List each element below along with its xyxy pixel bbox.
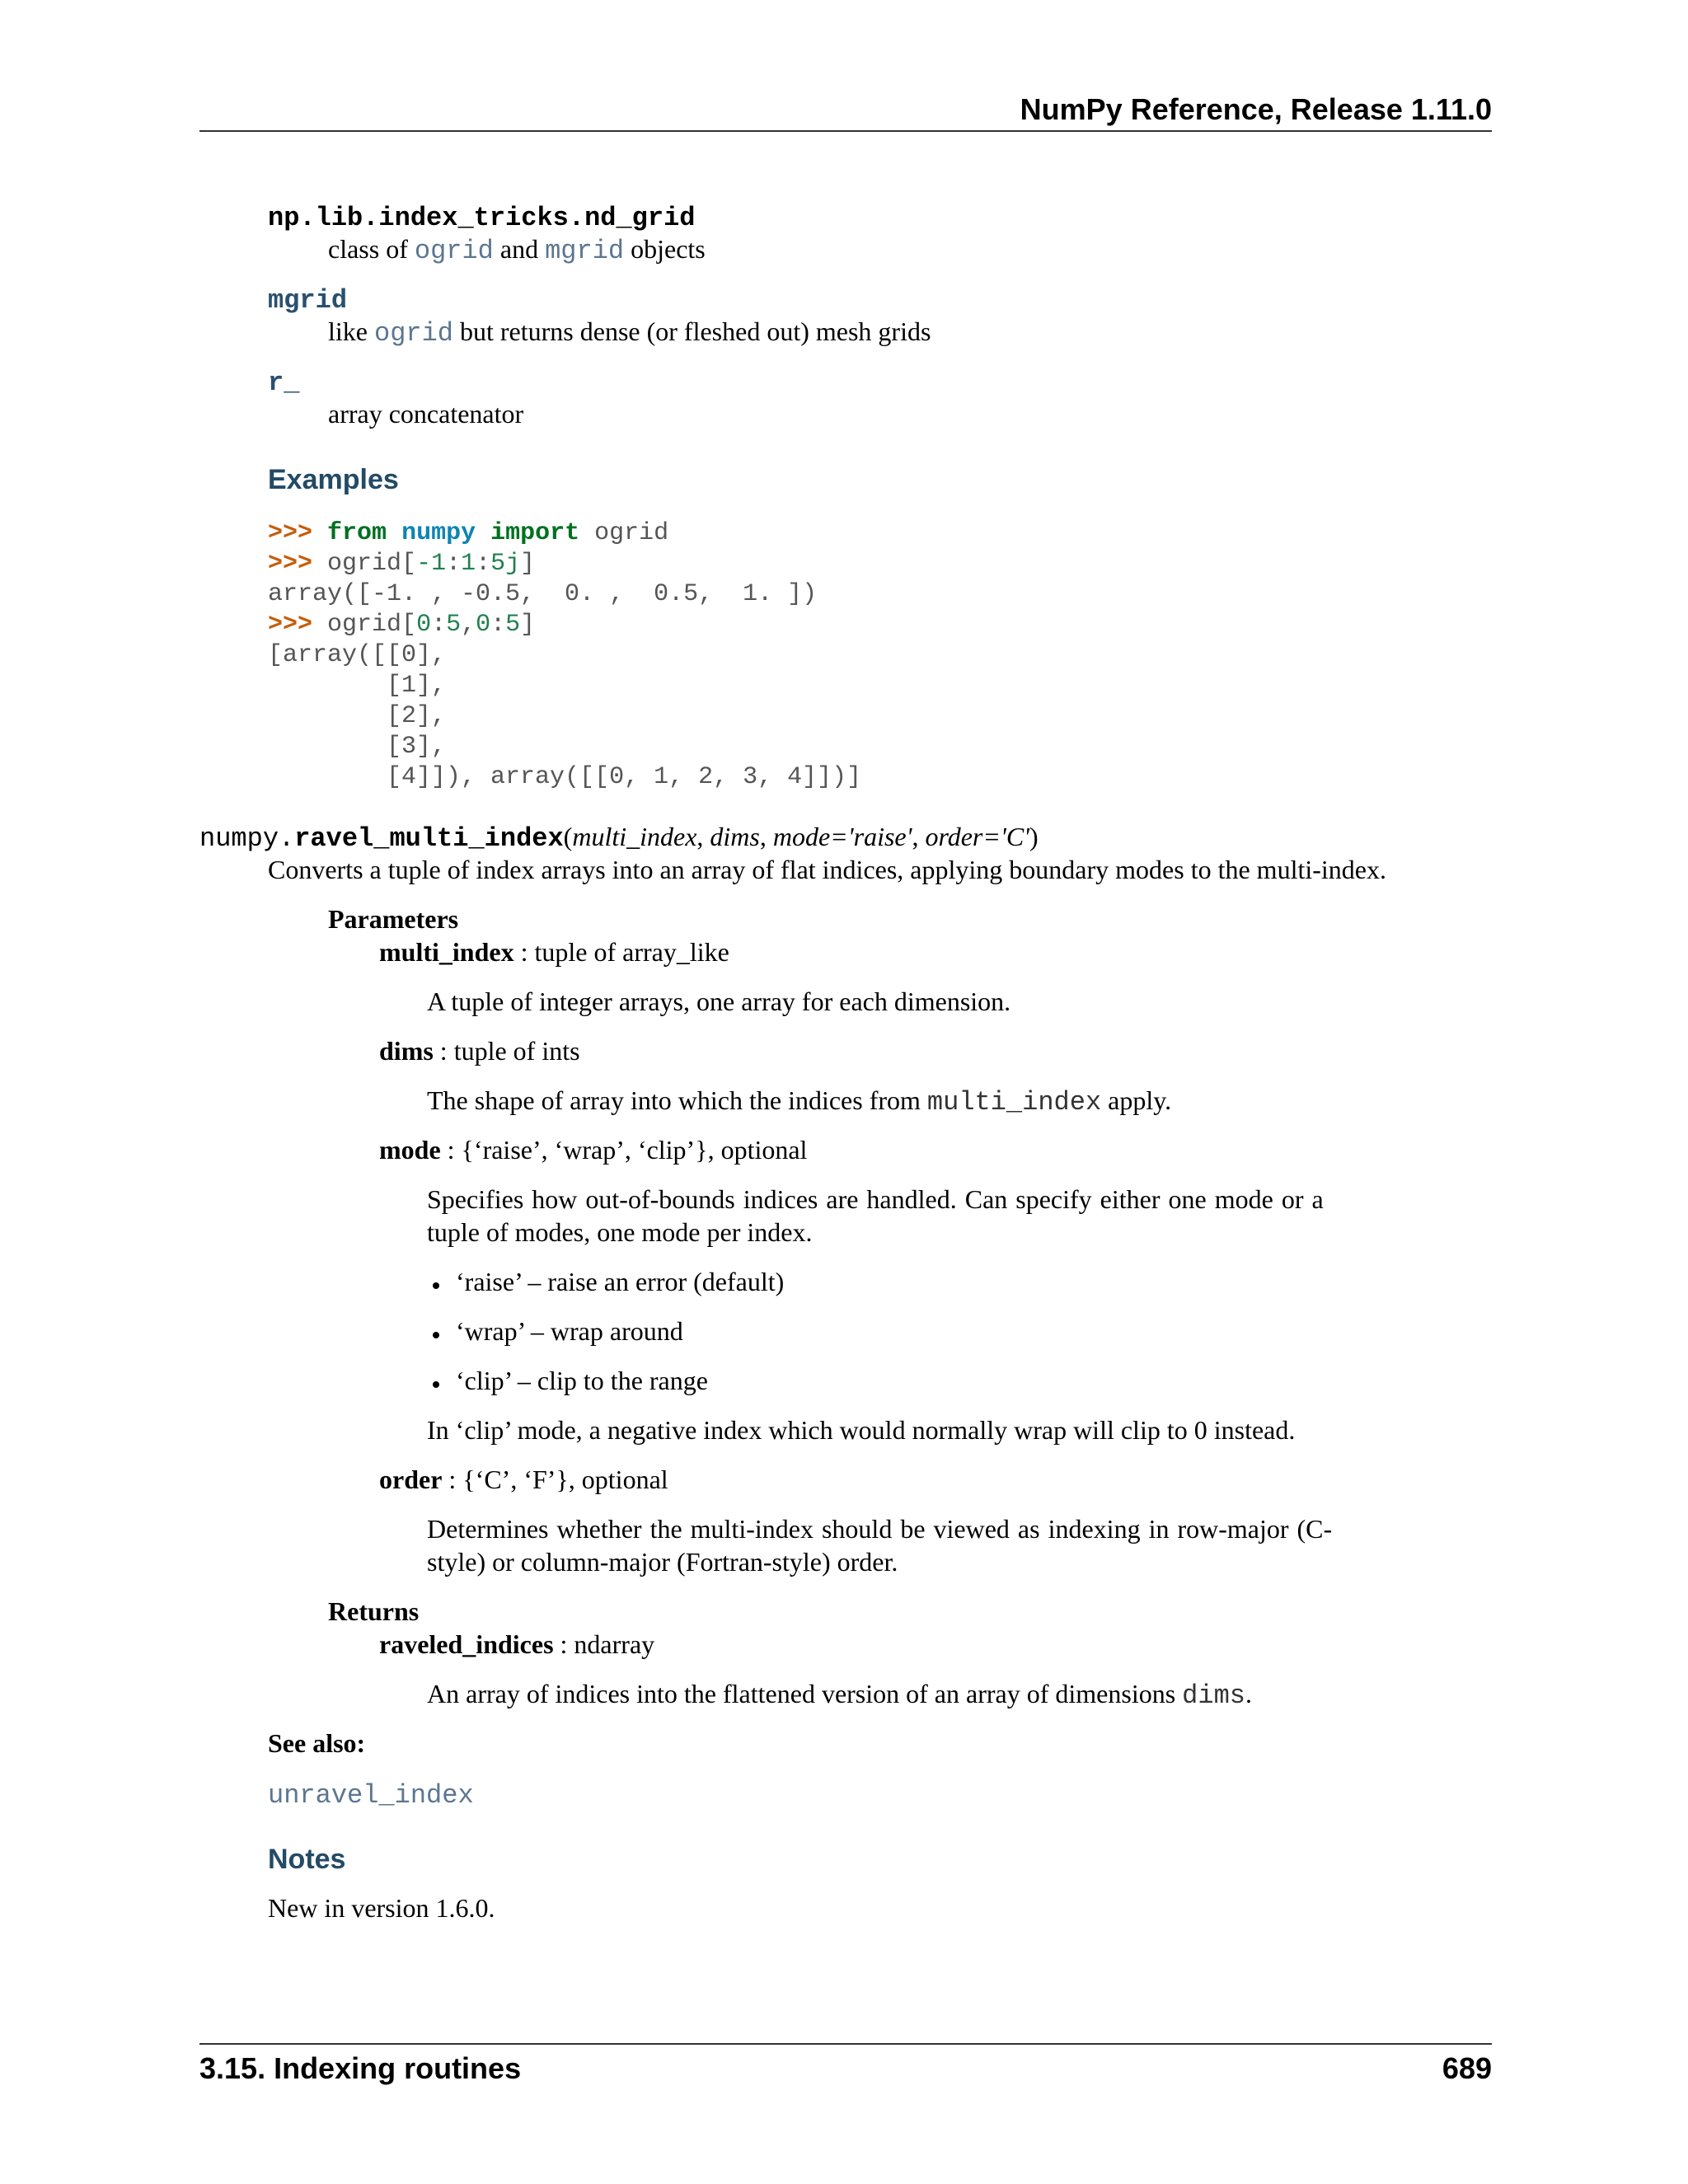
desc-mgrid: [328, 316, 931, 349]
ogrid-link[interactable]: ogrid: [373, 318, 453, 349]
mode-bullet-raise: ‘raise’ – raise an error (default): [456, 1267, 785, 1296]
desc-nd-grid: [328, 234, 706, 266]
prompt: >>>: [268, 550, 313, 578]
notes-text: New in version 1.6.0.: [268, 1893, 495, 1923]
footer-section: 3.15. Indexing routines: [199, 2051, 522, 2085]
code-output: [1],: [268, 672, 447, 700]
param-multi-index-desc: A tuple of integer arrays, one array for each dimension.: [427, 987, 1011, 1016]
mgrid-link[interactable]: mgrid: [545, 236, 625, 266]
see-also-label: See also:: [268, 1728, 366, 1758]
code-output: [4]]), array([[0, 1, 2, 3, 4]])]: [268, 763, 862, 791]
code-text: :: [476, 550, 491, 578]
number: 0: [416, 611, 432, 639]
desc-text: apply.: [1101, 1085, 1172, 1115]
r-link-term[interactable]: r_: [268, 368, 300, 398]
param-order-desc-line1: Determines whether the multi-index should be viewed as indexing in row-major (C-: [427, 1514, 1333, 1544]
sig-param: dims: [710, 822, 760, 851]
function-name: ravel_multi_index: [294, 823, 564, 854]
param-mode-desc-line1: Specifies how out-of-bounds indices are handled. Can specify either one mode or a: [427, 1184, 1324, 1214]
param-dims: [379, 1036, 580, 1066]
code-text: ogrid: [594, 519, 669, 547]
function-signature: [199, 822, 1039, 854]
bullet-icon: [433, 1381, 439, 1388]
return-type: : ndarray: [553, 1629, 655, 1659]
desc-text: class of: [328, 234, 415, 264]
header-rule: [199, 130, 1492, 132]
function-summary: Converts a tuple of index arrays into an array of flat indices, applying boundary modes to the multi-index.: [268, 855, 1386, 884]
examples-heading: Examples: [268, 464, 399, 495]
param-name: order: [379, 1465, 443, 1494]
mgrid-link-term[interactable]: mgrid: [268, 285, 348, 316]
desc-text: but returns dense (or fleshed out) mesh grids: [453, 316, 931, 346]
param-name: multi_index: [379, 937, 514, 967]
module-name: numpy: [401, 519, 476, 547]
number: 5j: [490, 550, 521, 578]
paren: (: [563, 822, 573, 851]
code-output: array([-1. , -0.5, 0. , 0.5, 1. ]): [268, 580, 818, 608]
paren: ): [1029, 822, 1039, 851]
code-output: [2],: [268, 702, 447, 730]
code-text: :: [490, 611, 506, 639]
desc-r: array concatenator: [328, 399, 524, 429]
code-text: ogrid[: [327, 550, 417, 578]
code-text: ,: [461, 611, 476, 639]
footer-rule: [199, 2043, 1492, 2045]
desc-text: and: [493, 234, 546, 264]
param-type: : {‘C’, ‘F’}, optional: [442, 1465, 668, 1494]
param-order: [379, 1465, 668, 1495]
code-text: ]: [520, 611, 536, 639]
number: 5: [446, 611, 462, 639]
sep: ,: [912, 822, 926, 851]
param-mode-note: In ‘clip’ mode, a negative index which would normally wrap will clip to 0 instead.: [427, 1415, 1296, 1445]
bullet-icon: [433, 1332, 439, 1338]
sep: ,: [696, 822, 710, 851]
desc-text: like: [328, 316, 374, 346]
param-name: dims: [379, 1036, 434, 1066]
mode-bullet-wrap: ‘wrap’ – wrap around: [456, 1316, 683, 1346]
ogrid-link[interactable]: ogrid: [414, 236, 494, 266]
param-type: : tuple of ints: [433, 1036, 580, 1066]
examples-code-block: [268, 518, 861, 793]
inline-code: multi_index: [926, 1087, 1102, 1118]
sep: ,: [759, 822, 773, 851]
desc-text: The shape of array into which the indices from: [427, 1085, 927, 1115]
param-mode-desc-line2: tuple of modes, one mode per index.: [427, 1217, 813, 1247]
param-type: : {‘raise’, ‘wrap’, ‘clip’}, optional: [440, 1135, 808, 1165]
code-text: ogrid[: [327, 611, 417, 639]
parameters-label: Parameters: [328, 904, 459, 934]
bullet-icon: [433, 1282, 439, 1289]
number: 0: [476, 611, 491, 639]
code-text: :: [446, 550, 462, 578]
param-order-desc-line2: style) or column-major (Fortran-style) order.: [427, 1547, 898, 1577]
prompt: >>>: [268, 611, 313, 639]
desc-text: An array of indices into the flattened version of an array of dimensions: [427, 1679, 1183, 1708]
page-number: 689: [1442, 2051, 1492, 2085]
code-text: ]: [520, 550, 536, 578]
term-nd-grid: np.lib.index_tricks.nd_grid: [268, 203, 696, 233]
keyword: from: [327, 519, 387, 547]
return-name: raveled_indices: [379, 1629, 554, 1659]
return-desc: [427, 1679, 1252, 1711]
running-header: NumPy Reference, Release 1.11.0: [1020, 92, 1492, 126]
prompt: >>>: [268, 519, 313, 547]
number: 1: [461, 550, 476, 578]
number: -1: [416, 550, 447, 578]
return-raveled-indices: [379, 1629, 654, 1660]
number: 5: [505, 611, 521, 639]
returns-label: Returns: [328, 1596, 420, 1626]
sig-param: mode='raise': [772, 822, 912, 851]
code-output: [3],: [268, 733, 447, 761]
param-multi-index: [379, 937, 729, 968]
desc-text: .: [1245, 1679, 1252, 1708]
keyword: import: [490, 519, 580, 547]
sig-param: order='C': [925, 822, 1029, 851]
mode-bullet-clip: ‘clip’ – clip to the range: [456, 1366, 708, 1395]
param-name: mode: [379, 1135, 441, 1165]
inline-code: dims: [1182, 1680, 1245, 1711]
desc-text: objects: [624, 234, 706, 264]
code-output: [array([[0],: [268, 641, 447, 669]
module-prefix: numpy.: [199, 823, 295, 854]
notes-heading: Notes: [268, 1844, 346, 1875]
param-dims-desc: [427, 1085, 1171, 1118]
sig-param: multi_index: [572, 822, 697, 851]
unravel-index-link[interactable]: unravel_index: [268, 1780, 474, 1811]
code-text: :: [431, 611, 447, 639]
param-mode: [379, 1135, 807, 1165]
param-type: : tuple of array_like: [513, 937, 729, 967]
